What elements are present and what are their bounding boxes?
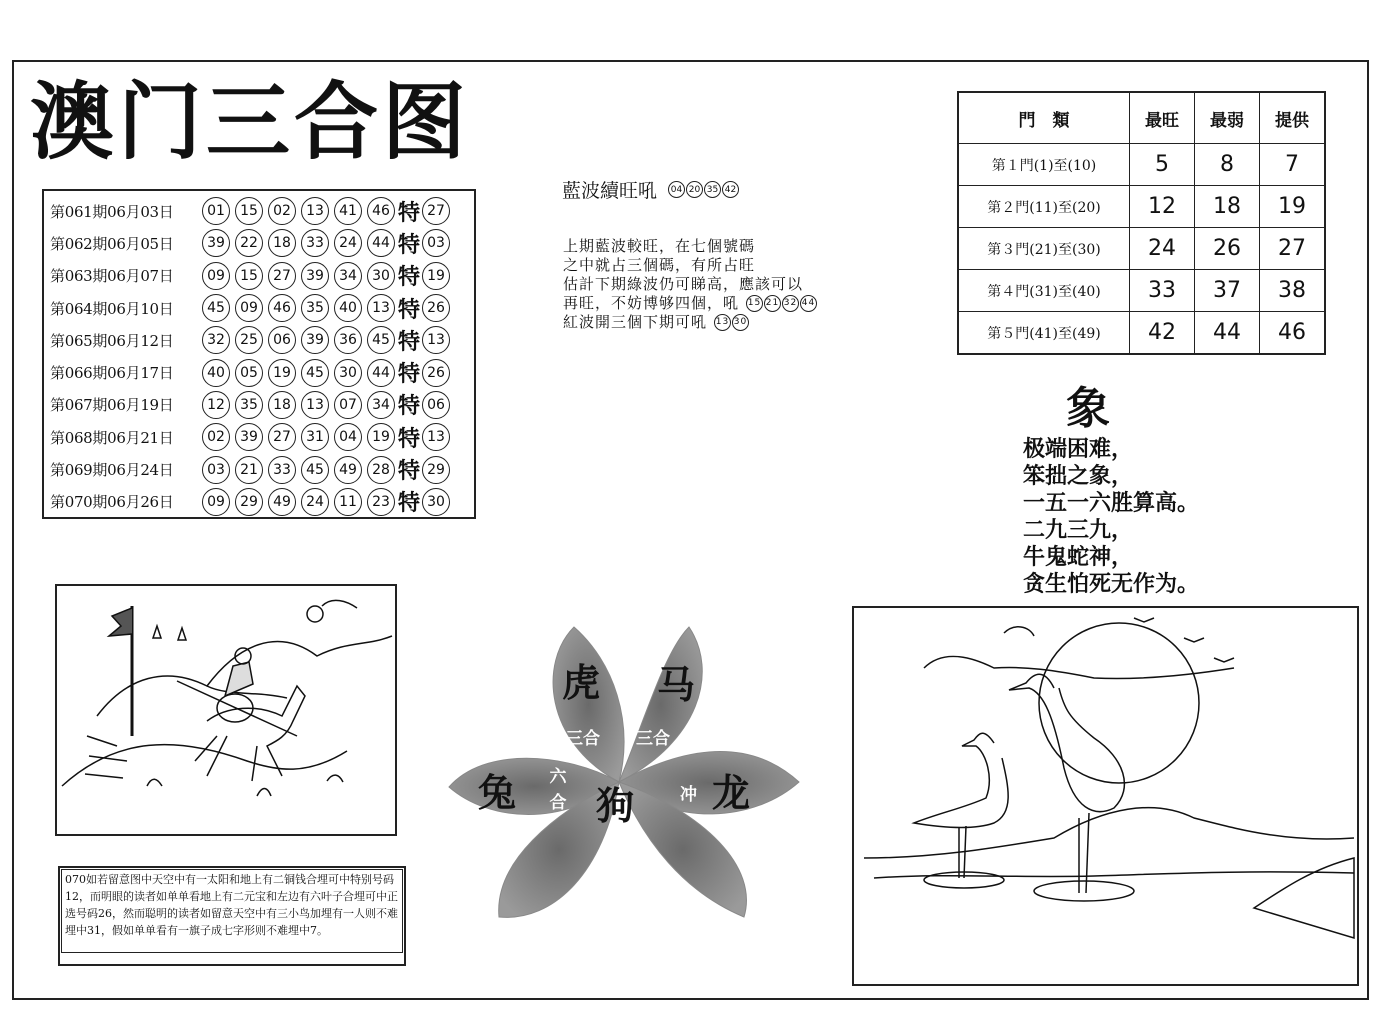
ball-number: 06 [268, 326, 296, 354]
special-mark: 特 [398, 459, 421, 485]
ball-number: 24 [334, 229, 362, 257]
ball-number: 27 [268, 423, 296, 451]
wave-line [563, 275, 817, 294]
gate-min: 18 [1195, 186, 1260, 228]
wave-line [563, 256, 817, 275]
ball-number: 45 [202, 294, 230, 322]
ball-number: 46 [268, 294, 296, 322]
ball-number: 45 [301, 456, 329, 484]
draw-label: 第070期06月26日 [50, 493, 174, 512]
ball-number: 12 [202, 391, 230, 419]
special-ball-number: 13 [422, 423, 450, 451]
gate-table [957, 91, 1326, 355]
gate-max: 33 [1130, 270, 1195, 312]
ball-number: 41 [334, 197, 362, 225]
zodiac-tiger: 虎 [562, 660, 601, 705]
draw-row [50, 389, 474, 421]
ball-number: 35 [301, 294, 329, 322]
ball-number: 39 [202, 229, 230, 257]
gate-header: 門 類 [958, 92, 1130, 144]
gate-offer: 19 [1260, 186, 1326, 228]
draw-label: 第065期06月12日 [50, 331, 174, 350]
ball-number: 40 [202, 359, 230, 387]
gate-row [958, 186, 1325, 228]
ball-number: 49 [334, 456, 362, 484]
gate-min: 44 [1195, 312, 1260, 355]
ball-number: 02 [202, 423, 230, 451]
small-ball-number: 44 [800, 295, 817, 312]
special-mark: 特 [398, 200, 421, 226]
cranes-illustration [852, 606, 1359, 986]
wave-line [563, 313, 817, 332]
ball-number: 35 [235, 391, 263, 419]
draw-label: 第061期06月03日 [50, 202, 174, 221]
small-ball-number: 20 [686, 181, 703, 198]
wave-description [563, 237, 817, 332]
ball-number: 25 [235, 326, 263, 354]
ball-number: 33 [268, 456, 296, 484]
poem-line: 贪生怕死无作为。 [1023, 571, 1200, 597]
gate-header: 最弱 [1195, 92, 1260, 144]
horseman-illustration [55, 584, 397, 836]
wave-line-balls [713, 314, 749, 331]
label-triple-1: 三合 [566, 729, 600, 749]
draw-row [50, 292, 474, 324]
draw-history-table [42, 189, 476, 519]
draw-row [50, 421, 474, 453]
special-mark: 特 [398, 232, 421, 258]
small-ball-number: 15 [746, 295, 763, 312]
zodiac-flower [444, 622, 804, 922]
gate-header: 提供 [1260, 92, 1326, 144]
wave-line [563, 294, 817, 313]
ball-number: 39 [301, 262, 329, 290]
gate-row [958, 270, 1325, 312]
gate-label: 第３門(21)至(30) [958, 228, 1130, 270]
wave-title-balls [667, 181, 739, 198]
draw-label: 第062期06月05日 [50, 234, 174, 253]
ball-number: 09 [235, 294, 263, 322]
ball-number: 44 [367, 229, 395, 257]
draw-row [50, 260, 474, 292]
gate-offer: 46 [1260, 312, 1326, 355]
poem-line: 二九三九， [1023, 517, 1134, 543]
gate-label: 第５門(41)至(49) [958, 312, 1130, 355]
gate-max: 5 [1130, 144, 1195, 186]
draw-row [50, 486, 474, 518]
gate-min: 26 [1195, 228, 1260, 270]
special-mark: 特 [398, 491, 421, 517]
poem-line: 牛鬼蛇神， [1023, 544, 1134, 570]
ball-number: 13 [301, 197, 329, 225]
draw-row [50, 356, 474, 388]
ball-number: 30 [367, 262, 395, 290]
ball-number: 15 [235, 262, 263, 290]
ball-number: 45 [301, 359, 329, 387]
ball-number: 27 [268, 262, 296, 290]
special-mark: 特 [398, 394, 421, 420]
ball-number: 18 [268, 391, 296, 419]
small-ball-number: 42 [722, 181, 739, 198]
ball-number: 30 [334, 359, 362, 387]
ball-number: 46 [367, 197, 395, 225]
ball-number: 02 [268, 197, 296, 225]
ball-number: 40 [334, 294, 362, 322]
special-mark: 特 [398, 329, 421, 355]
special-ball-number: 13 [422, 326, 450, 354]
draw-label: 第067期06月19日 [50, 396, 174, 415]
wave-line-text: 紅波開三個下期可吼 [563, 313, 708, 331]
ball-number: 45 [367, 326, 395, 354]
draw-label: 第063期06月07日 [50, 267, 174, 286]
wave-line-text: 上期藍波較旺，在七個號碼 [563, 237, 756, 255]
ball-number: 01 [202, 197, 230, 225]
gate-max: 12 [1130, 186, 1195, 228]
ball-number: 36 [334, 326, 362, 354]
gate-label: 第２門(11)至(20) [958, 186, 1130, 228]
wave-title-block [562, 176, 739, 203]
cranes-drawing [854, 608, 1357, 984]
ball-number: 34 [334, 262, 362, 290]
poem-title: 象 [1066, 383, 1110, 434]
ball-number: 07 [334, 391, 362, 419]
hint-box [58, 866, 406, 966]
poem-line: 极端困难， [1023, 436, 1134, 462]
zodiac-rabbit: 兔 [478, 770, 517, 815]
ball-number: 04 [334, 423, 362, 451]
small-ball-number: 32 [782, 295, 799, 312]
gate-header: 最旺 [1130, 92, 1195, 144]
hint-text: 070如若留意图中天空中有一太阳和地上有二铜钱合埋可中特别号码12，而明眼的读者如单单看地上有二元宝和左边有六叶子合埋可中正选号码26，然而聪明的读者如留意天空中有三小鸟加埋有一人则不难埋中31，假如单单看有一旗子成七字形则不难埋中7。 [61, 869, 403, 953]
ball-number: 31 [301, 423, 329, 451]
gate-label: 第４門(31)至(40) [958, 270, 1130, 312]
special-ball-number: 26 [422, 294, 450, 322]
small-ball-number: 35 [704, 181, 721, 198]
poem-line: 笨拙之象， [1023, 463, 1134, 489]
ball-number: 21 [235, 456, 263, 484]
ball-number: 09 [202, 262, 230, 290]
draw-label: 第064期06月10日 [50, 299, 174, 318]
ball-number: 32 [202, 326, 230, 354]
ball-number: 22 [235, 229, 263, 257]
wave-line-text: 再旺，不妨博够四個，吼 [563, 294, 740, 312]
gate-min: 8 [1195, 144, 1260, 186]
gate-row [958, 312, 1325, 355]
draw-label: 第068期06月21日 [50, 428, 174, 447]
special-ball-number: 19 [422, 262, 450, 290]
ball-number: 13 [367, 294, 395, 322]
gate-min: 37 [1195, 270, 1260, 312]
draw-row [50, 195, 474, 227]
ball-number: 05 [235, 359, 263, 387]
gate-row [958, 144, 1325, 186]
horseman-drawing [57, 586, 395, 834]
ball-number: 34 [367, 391, 395, 419]
label-clash: 冲 [680, 785, 697, 805]
zodiac-dragon: 龙 [712, 770, 751, 815]
ball-number: 13 [301, 391, 329, 419]
ball-number: 39 [301, 326, 329, 354]
ball-number: 24 [301, 488, 329, 516]
label-triple-2: 三合 [636, 729, 670, 749]
wave-line [563, 237, 817, 256]
special-mark: 特 [398, 362, 421, 388]
zodiac-dog: 狗 [596, 783, 635, 828]
special-mark: 特 [398, 265, 421, 291]
ball-number: 29 [235, 488, 263, 516]
wave-line-balls [745, 295, 817, 312]
gate-offer: 27 [1260, 228, 1326, 270]
poem-line: 一五一六胜算高。 [1023, 490, 1200, 516]
ball-number: 03 [202, 456, 230, 484]
gate-offer: 7 [1260, 144, 1326, 186]
wave-title: 藍波續旺吼 [562, 180, 658, 202]
small-ball-number: 04 [668, 181, 685, 198]
special-mark: 特 [398, 426, 421, 452]
special-mark: 特 [398, 297, 421, 323]
special-ball-number: 03 [422, 229, 450, 257]
special-ball-number: 26 [422, 359, 450, 387]
gate-table-header [958, 92, 1325, 144]
draw-row [50, 227, 474, 259]
ball-number: 19 [268, 359, 296, 387]
ball-number: 15 [235, 197, 263, 225]
special-ball-number: 27 [422, 197, 450, 225]
ball-number: 28 [367, 456, 395, 484]
label-six-harmony: 六合 [549, 767, 567, 813]
wave-line-text: 估計下期綠波仍可睇高，應該可以 [563, 275, 804, 293]
ball-number: 18 [268, 229, 296, 257]
small-ball-number: 21 [764, 295, 781, 312]
gate-row [958, 228, 1325, 270]
gate-label: 第１門(1)至(10) [958, 144, 1130, 186]
draw-row [50, 324, 474, 356]
ball-number: 19 [367, 423, 395, 451]
gate-offer: 38 [1260, 270, 1326, 312]
small-ball-number: 30 [732, 314, 749, 331]
ball-number: 23 [367, 488, 395, 516]
special-ball-number: 30 [422, 488, 450, 516]
draw-row [50, 453, 474, 485]
ball-number: 49 [268, 488, 296, 516]
gate-max: 42 [1130, 312, 1195, 355]
wave-line-text: 之中就占三個碼，有所占旺 [563, 256, 756, 274]
ball-number: 44 [367, 359, 395, 387]
special-ball-number: 06 [422, 391, 450, 419]
draw-label: 第069期06月24日 [50, 461, 174, 480]
page-title: 澳门三合图 [30, 73, 471, 171]
special-ball-number: 29 [422, 456, 450, 484]
draw-label: 第066期06月17日 [50, 364, 174, 383]
poem-text [1023, 436, 1199, 598]
small-ball-number: 13 [714, 314, 731, 331]
ball-number: 33 [301, 229, 329, 257]
ball-number: 39 [235, 423, 263, 451]
zodiac-horse: 马 [657, 662, 696, 707]
gate-max: 24 [1130, 228, 1195, 270]
ball-number: 09 [202, 488, 230, 516]
ball-number: 11 [334, 488, 362, 516]
